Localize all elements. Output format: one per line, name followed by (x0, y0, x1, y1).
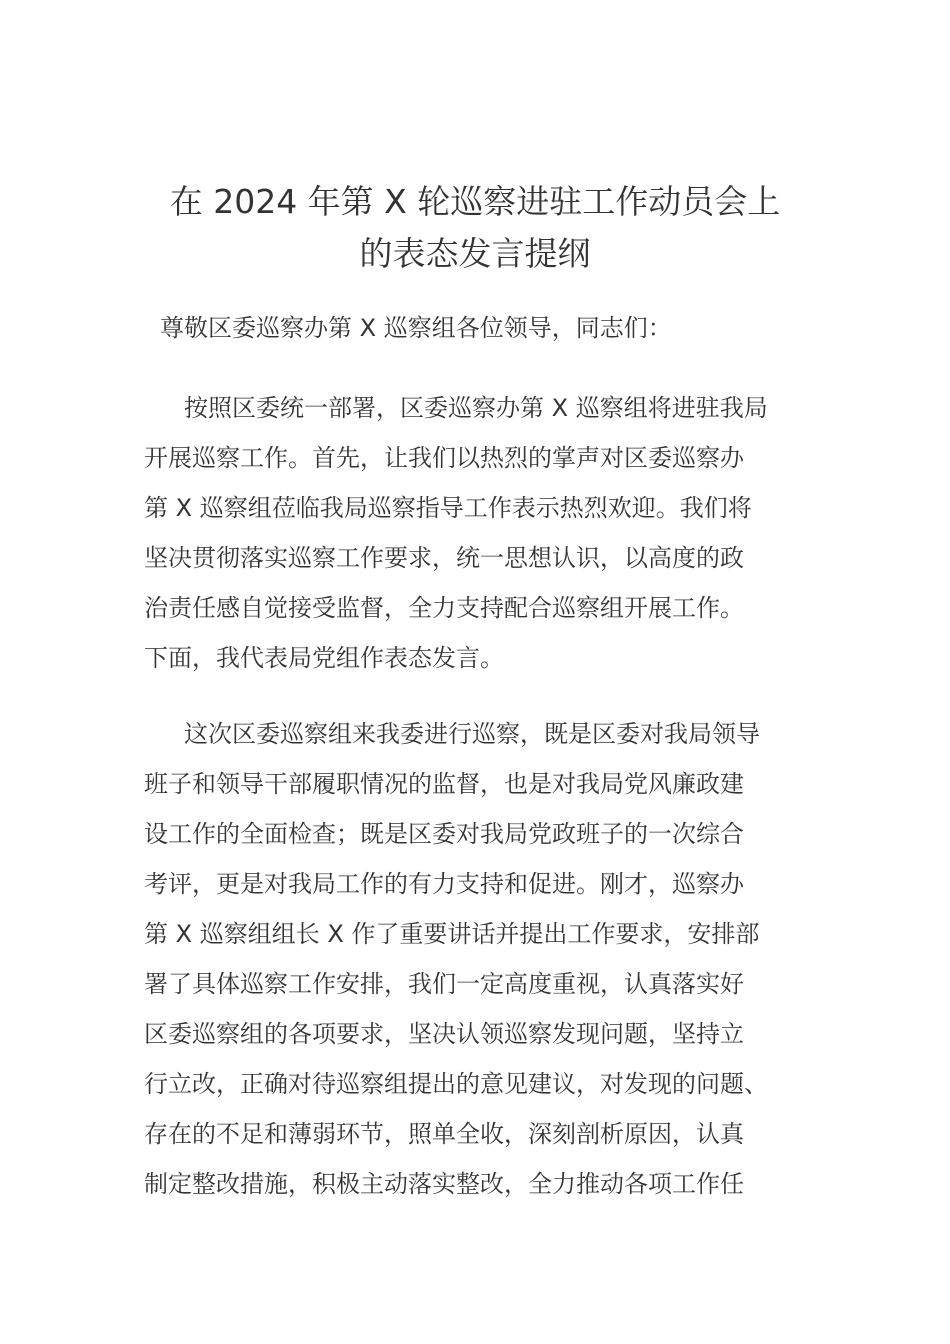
document-title (140, 176, 810, 280)
paragraph-line: 开展巡察工作。首先，让我们以热烈的掌声对区委巡察办 (144, 444, 744, 472)
paragraph-line: 班子和领导干部履职情况的监督，也是对我局党风廉政建 (144, 770, 744, 798)
paragraph-line: 这次区委巡察组来我委进行巡察，既是区委对我局领导 (184, 720, 760, 748)
paragraph-line: 第 X 巡察组组长 X 作了重要讲话并提出工作要求，安排部 (144, 920, 760, 948)
salutation: 尊敬区委巡察办第 X 巡察组各位领导，同志们： (160, 314, 672, 342)
paragraph-line: 考评，更是对我局工作的有力支持和促进。刚才，巡察办 (144, 870, 744, 898)
title-line: 的表态发言提纲 (359, 234, 591, 273)
paragraph-line: 行立改，正确对待巡察组提出的意见建议，对发现的问题、 (144, 1070, 768, 1098)
paragraph-1 (144, 383, 804, 683)
paragraph-line: 存在的不足和薄弱环节，照单全收，深刻剖析原因，认真 (144, 1120, 744, 1148)
paragraph-line: 制定整改措施，积极主动落实整改，全力推动各项工作任 (144, 1170, 744, 1198)
paragraph-line: 下面，我代表局党组作表态发言。 (144, 644, 504, 672)
paragraph-line: 署了具体巡察工作安排，我们一定高度重视，认真落实好 (144, 970, 744, 998)
paragraph-line: 设工作的全面检查；既是区委对我局党政班子的一次综合 (144, 820, 744, 848)
title-line: 在 2024 年第 X 轮巡察进驻工作动员会上 (169, 182, 781, 221)
paragraph-line: 坚决贯彻落实巡察工作要求，统一思想认识，以高度的政 (144, 544, 744, 572)
paragraph-line: 治责任感自觉接受监督，全力支持配合巡察组开展工作。 (144, 594, 744, 622)
paragraph-2 (144, 709, 804, 1209)
paragraph-line: 区委巡察组的各项要求，坚决认领巡察发现问题，坚持立 (144, 1020, 744, 1048)
paragraph-line: 按照区委统一部署，区委巡察办第 X 巡察组将进驻我局 (184, 394, 768, 422)
paragraph-line: 第 X 巡察组莅临我局巡察指导工作表示热烈欢迎。我们将 (144, 494, 752, 522)
